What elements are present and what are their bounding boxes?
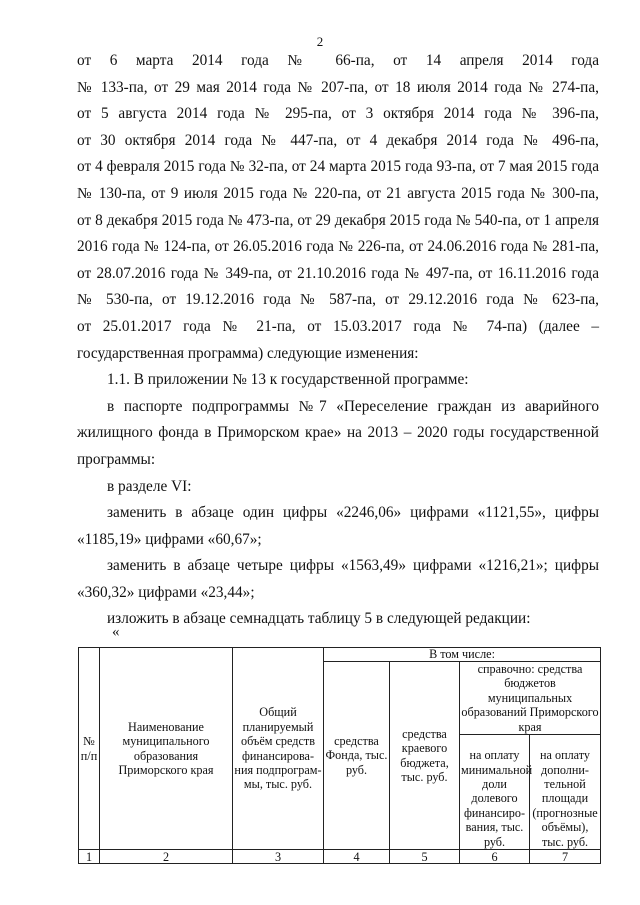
header-reference: справочно: средства бюджетов муниципальных образований Приморского края [461,662,599,734]
header-fund: средства Фонда, тыс. руб. [324,662,390,850]
text-line: в разделе VI: [107,477,192,495]
column-number: 2 [100,850,233,864]
text-line: от 4 февраля 2015 года № 32-па, от 24 марта 2015 года 93-па, от 7 мая 2015 года [77,158,599,176]
page-number: 2 [316,34,324,49]
document-body [77,48,599,633]
text-line: жилищного фонда в Приморском крае» на 2013 – 2020 годы государственной [77,424,599,442]
header-municipality: Наименование муниципального образования Приморского края [100,648,233,850]
text-line: от 8 декабря 2015 года № 473-па, от 29 декабря 2015 года № 540-па, от 1 апреля [77,211,599,229]
text-line: «360,32» цифрами «23,44»; [77,583,255,601]
text-line: «1185,19» цифрами «60,67»; [77,530,262,548]
header-extra-area: на оплату дополни-тельной площади (прогнозные объёмы), тыс. руб. [530,735,601,850]
text-line: государственная программа) следующие изменения: [77,344,419,362]
header-regional: средства краевого бюджета, тыс. руб. [390,662,460,850]
text-line: изложить в абзаце семнадцать таблицу 5 в следующей редакции: [107,610,531,628]
text-line: в паспорте подпрограммы №7 «Переселение граждан из аварийного [107,397,599,415]
header-including: В том числе: [324,648,601,662]
text-line: № 130-па, от 9 июля 2015 года № 220-па, от 21 августа 2015 года № 300-па, [77,184,599,202]
text-line: 2016 года № 124-па, от 26.05.2016 года № 226-па, от 24.06.2016 года № 281-па, [77,238,599,256]
table-5 [78,647,601,864]
text-line: от 6 марта 2014 года № 66-па, от 14 апреля 2014 года [77,52,599,69]
column-number: 7 [530,850,601,864]
text-line: заменить в абзаце четыре цифры «1563,49» цифрами «1216,21»; цифры [107,557,599,575]
text-line: программы: [77,450,156,468]
header-num: № п/п [79,648,100,850]
text-line: от 25.01.2017 года № 21-па, от 15.03.2017 года № 74-па) (далее – [77,317,599,335]
text-line: от 30 октября 2014 года № 447-па, от 4 декабря 2014 года № 496-па, [77,131,599,149]
text-line: от 28.07.2016 года № 349-па, от 21.10.2016 года № 497-па, от 16.11.2016 года [77,264,599,282]
column-number: 3 [233,850,324,864]
text-line: 1.1. В приложении № 13 к государственной программе: [107,371,469,389]
text-line: от 5 августа 2014 года № 295-па, от 3 октября 2014 года № 396-па, [77,105,599,123]
header-min-share: на оплату минимальной доли долевого финансиро-вания, тыс. руб. [460,735,530,850]
header-total: Общий планируемый объём средств финансирова-ния подпрограм-мы, тыс. руб. [233,648,324,850]
text-line: № 133-па, от 29 мая 2014 года № 207-па, от 18 июля 2014 года № 274-па, [77,78,599,96]
column-number: 4 [324,850,390,864]
column-number: 5 [390,850,460,864]
text-line: № 530-па, от 19.12.2016 года № 587-па, от 29.12.2016 года № 623-па, [77,291,599,309]
column-number: 6 [460,850,530,864]
column-number: 1 [79,850,100,864]
text-line: заменить в абзаце один цифры «2246,06» цифрами «1121,55», цифры [107,504,599,522]
opening-quote: « [112,624,120,640]
